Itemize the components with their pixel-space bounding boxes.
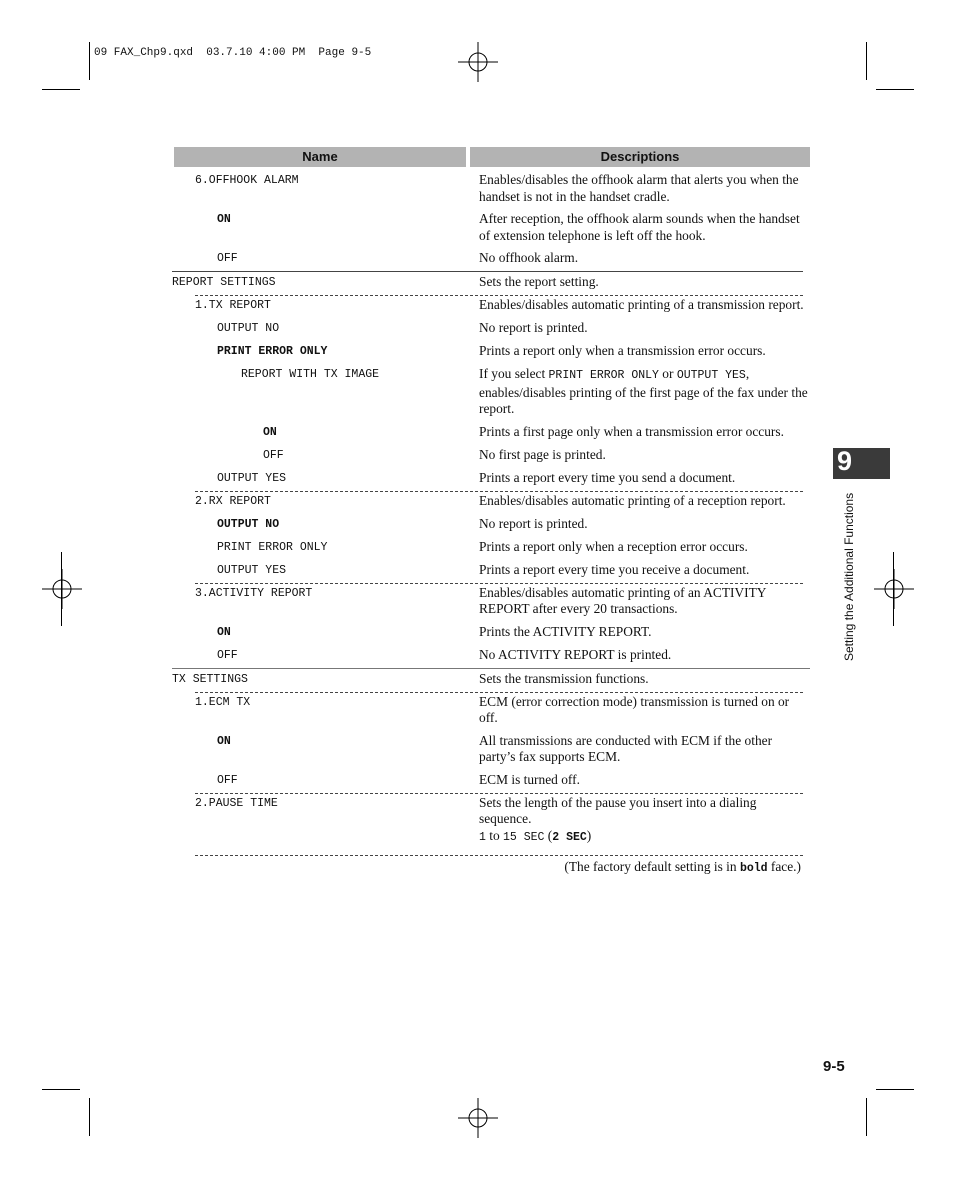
table-row bbox=[172, 770, 810, 793]
setting-description: Enables/disables automatic printing of an ACTIVITY REPORT after every 20 transactions. bbox=[479, 584, 766, 616]
table-row bbox=[172, 560, 810, 583]
setting-description: Prints a report only when a transmission error occurs. bbox=[479, 343, 766, 358]
range-to: to bbox=[485, 827, 504, 843]
setting-name: REPORT SETTINGS bbox=[172, 276, 276, 289]
setting-description: No ACTIVITY REPORT is printed. bbox=[479, 646, 672, 662]
footnote-text: (The factory default setting is in bbox=[564, 859, 740, 874]
table-row bbox=[172, 422, 810, 445]
setting-description: No offhook alarm. bbox=[479, 250, 579, 265]
registration-mark-icon bbox=[458, 1098, 498, 1138]
setting-description: Sets the length of the pause you insert into a dialing sequence. 1 to 15 SEC (2 SEC) bbox=[479, 794, 757, 844]
setting-name: OUTPUT YES bbox=[217, 563, 287, 577]
crop-mark bbox=[42, 1089, 80, 1090]
crop-mark bbox=[89, 42, 90, 80]
crop-mark bbox=[866, 1098, 867, 1136]
crop-mark bbox=[876, 1089, 914, 1090]
setting-name: OUTPUT YES bbox=[217, 471, 287, 485]
side-section-title: Setting the Additional Functions bbox=[842, 492, 856, 661]
column-header-name: Name bbox=[174, 147, 466, 167]
page-number: 9-5 bbox=[823, 1058, 845, 1075]
setting-name: OFF bbox=[217, 648, 238, 662]
registration-mark-icon bbox=[458, 42, 498, 82]
setting-description: Prints the ACTIVITY REPORT. bbox=[479, 623, 652, 639]
crop-mark bbox=[876, 89, 914, 90]
setting-name: TX SETTINGS bbox=[172, 672, 248, 686]
file-slug: 09 FAX_Chp9.qxd 03.7.10 4:00 PM Page 9-5 bbox=[94, 47, 372, 59]
table-row bbox=[172, 341, 810, 364]
table-row bbox=[172, 537, 810, 560]
setting-name: ON bbox=[217, 625, 231, 639]
setting-name: ON bbox=[217, 734, 231, 748]
setting-name: 3.ACTIVITY REPORT bbox=[195, 586, 313, 600]
table-row bbox=[172, 731, 810, 770]
footnote-code: bold bbox=[739, 862, 768, 875]
setting-description: Prints a report only when a reception error occurs. bbox=[479, 538, 748, 554]
table-row bbox=[172, 248, 810, 271]
table-row bbox=[172, 514, 810, 537]
setting-name: OUTPUT NO bbox=[217, 517, 280, 531]
setting-description: Enables/disables automatic printing of a transmission report. bbox=[479, 297, 804, 312]
table-row bbox=[172, 583, 810, 622]
chapter-tab bbox=[833, 448, 890, 479]
setting-description: No report is printed. bbox=[479, 515, 588, 531]
setting-name: OFF bbox=[263, 448, 284, 462]
setting-description: Prints a report every time you send a document. bbox=[479, 469, 736, 485]
setting-description: Sets the transmission functions. bbox=[479, 670, 649, 686]
desc-code: PRINT ERROR ONLY bbox=[548, 369, 659, 382]
setting-description bbox=[478, 364, 810, 422]
table-row bbox=[172, 491, 810, 514]
table-row bbox=[172, 271, 803, 295]
table-row bbox=[172, 445, 810, 468]
setting-name: 6.OFFHOOK ALARM bbox=[195, 174, 299, 187]
table-row bbox=[172, 170, 810, 209]
setting-name: REPORT WITH TX IMAGE bbox=[241, 368, 380, 381]
setting-description: Enables/disables automatic printing of a reception report. bbox=[479, 492, 786, 508]
range-default: 2 SEC bbox=[552, 830, 587, 844]
desc-text: Sets the length of the pause you insert into a dialing sequence. bbox=[479, 794, 757, 826]
table-row bbox=[172, 468, 810, 491]
setting-description: ECM (error correction mode) transmission is turned on or off. bbox=[479, 693, 790, 725]
setting-name: OUTPUT NO bbox=[217, 322, 280, 335]
setting-description: No first page is printed. bbox=[479, 446, 606, 462]
desc-text: If you select bbox=[479, 366, 549, 381]
setting-description: Prints a report every time you receive a document. bbox=[479, 561, 750, 577]
table-row bbox=[172, 793, 810, 851]
registration-mark-icon bbox=[874, 569, 914, 609]
setting-name: OFF bbox=[217, 252, 238, 265]
table-row bbox=[172, 318, 810, 341]
setting-description: All transmissions are conducted with ECM if the other party’s fax supports ECM. bbox=[479, 732, 773, 764]
table-row bbox=[172, 364, 810, 422]
crop-mark bbox=[866, 42, 867, 80]
setting-name: PRINT ERROR ONLY bbox=[217, 345, 328, 358]
table-row bbox=[172, 645, 810, 668]
crop-mark bbox=[42, 89, 80, 90]
desc-text: or bbox=[658, 366, 677, 381]
setting-name: 1.ECM TX bbox=[195, 695, 251, 709]
column-header-descriptions: Descriptions bbox=[470, 147, 810, 167]
setting-name: ON bbox=[263, 425, 277, 439]
setting-description: ECM is turned off. bbox=[479, 771, 580, 787]
setting-name: 1.TX REPORT bbox=[195, 299, 271, 312]
crop-mark bbox=[893, 552, 894, 626]
table-row bbox=[172, 622, 810, 645]
table-row bbox=[172, 668, 810, 692]
setting-name: PRINT ERROR ONLY bbox=[217, 540, 328, 554]
setting-name: 2.RX REPORT bbox=[195, 494, 271, 508]
desc-code: OUTPUT YES bbox=[676, 369, 746, 382]
setting-description: After reception, the offhook alarm sounds when the handset of extension telephone is left off the hook. bbox=[479, 211, 800, 243]
setting-description: Enables/disables the offhook alarm that alerts you when the handset is not in the handset cradle. bbox=[479, 172, 799, 204]
setting-name: ON bbox=[217, 213, 231, 226]
range-min: 1 bbox=[479, 830, 486, 844]
setting-name: 2.PAUSE TIME bbox=[195, 796, 278, 810]
setting-name: OFF bbox=[217, 773, 238, 787]
chapter-number: 9 bbox=[837, 446, 853, 476]
desc-text: , enables/disables printing of the first page of the fax under the report. bbox=[479, 366, 808, 416]
table-row bbox=[172, 692, 810, 731]
table-row bbox=[172, 295, 810, 318]
table-row bbox=[172, 209, 810, 248]
setting-description: Sets the report setting. bbox=[479, 274, 599, 289]
footnote-text: face.) bbox=[767, 859, 801, 874]
settings-table bbox=[172, 170, 810, 850]
registration-mark-icon bbox=[42, 569, 82, 609]
footnote bbox=[564, 859, 801, 875]
setting-description: Prints a first page only when a transmission error occurs. bbox=[479, 423, 784, 439]
range-max: 15 SEC bbox=[503, 830, 545, 844]
crop-mark bbox=[61, 552, 62, 626]
table-bottom-rule bbox=[195, 855, 803, 856]
crop-mark bbox=[89, 1098, 90, 1136]
setting-description: No report is printed. bbox=[479, 320, 588, 335]
